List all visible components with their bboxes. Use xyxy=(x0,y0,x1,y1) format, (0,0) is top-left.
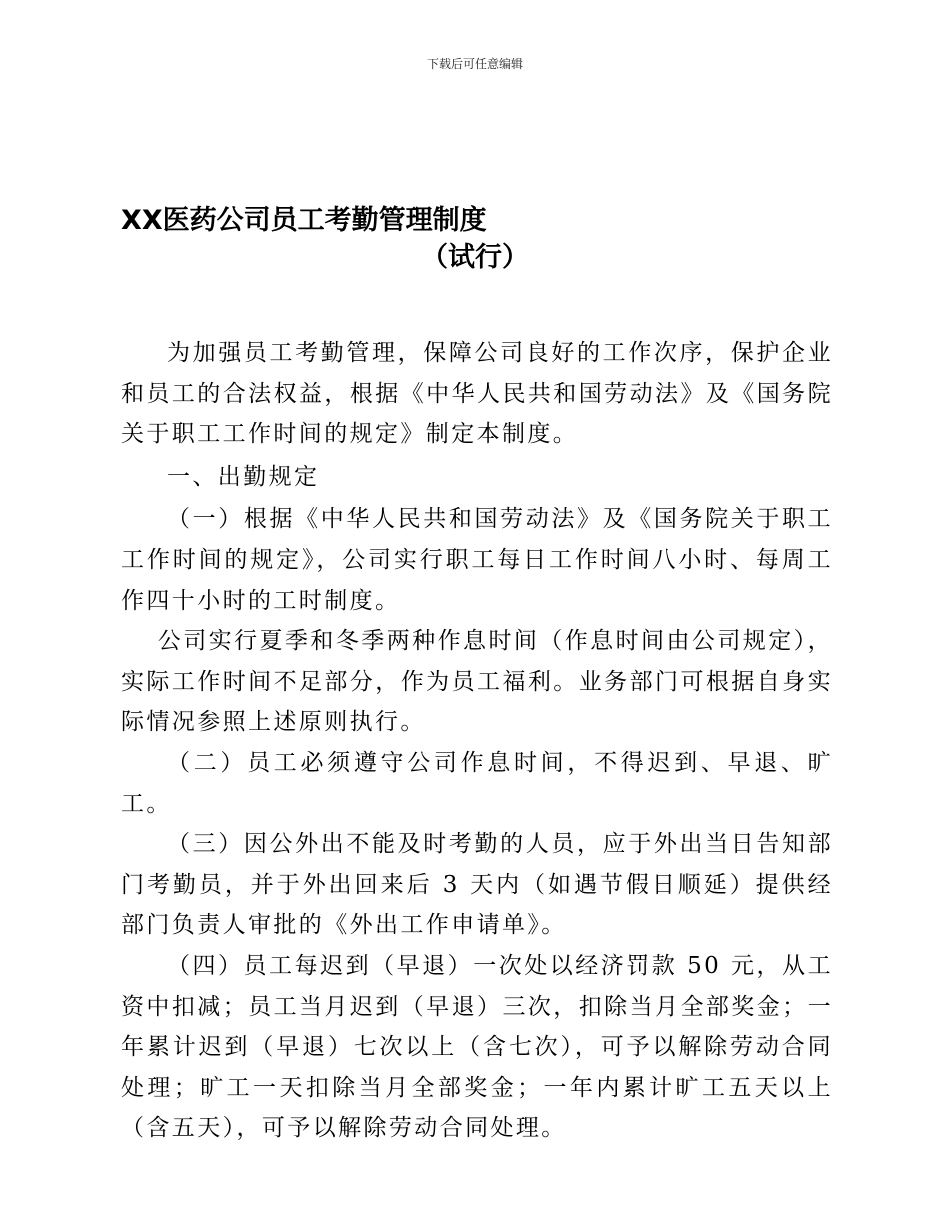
clause-1-paragraph: （一）根据《中华人民共和国劳动法》及《国务院关于职工工作时间的规定》，公司实行职工每日工作时间八小时、每周工作四十小时的工时制度。 xyxy=(121,506,833,614)
document-subtitle: （试行） xyxy=(421,242,529,273)
page-header-note: 下载后可任意编辑 xyxy=(426,57,523,71)
document-title: XX医药公司员工考勤管理制度 xyxy=(121,205,487,236)
clause-3-paragraph: （三）因公外出不能及时考勤的人员，应于外出当日告知部门考勤员，并于外出回来后 3 天内（如遇节假日顺延）提供经部门负责人审批的《外出工作申请单》。 xyxy=(121,831,833,939)
section-heading-attendance: 一、出勤规定 xyxy=(167,463,320,490)
document-body xyxy=(121,333,833,1149)
clause-4-paragraph: （四）员工每迟到（早退）一次处以经济罚款 50 元，从工资中扣减；员工当月迟到（早退）三次，扣除当月全部奖金；一年累计迟到（早退）七次以上（含七次），可予以解除劳动合同处理；旷工一天扣除当月全部奖金；一年内累计旷工五天以上（含五天），可予以解除劳动合同处理。 xyxy=(121,952,833,1142)
intro-paragraph: 为加强员工考勤管理，保障公司良好的工作次序，保护企业和员工的合法权益，根据《中华人民共和国劳动法》及《国务院关于职工工作时间的规定》制定本制度。 xyxy=(121,340,833,448)
schedule-paragraph: 公司实行夏季和冬季两种作息时间（作息时间由公司规定），实际工作时间不足部分，作为员工福利。业务部门可根据自身实际情况参照上述原则执行。 xyxy=(121,628,833,736)
clause-2-paragraph: （二）员工必须遵守公司作息时间，不得迟到、早退、旷工。 xyxy=(121,749,833,817)
